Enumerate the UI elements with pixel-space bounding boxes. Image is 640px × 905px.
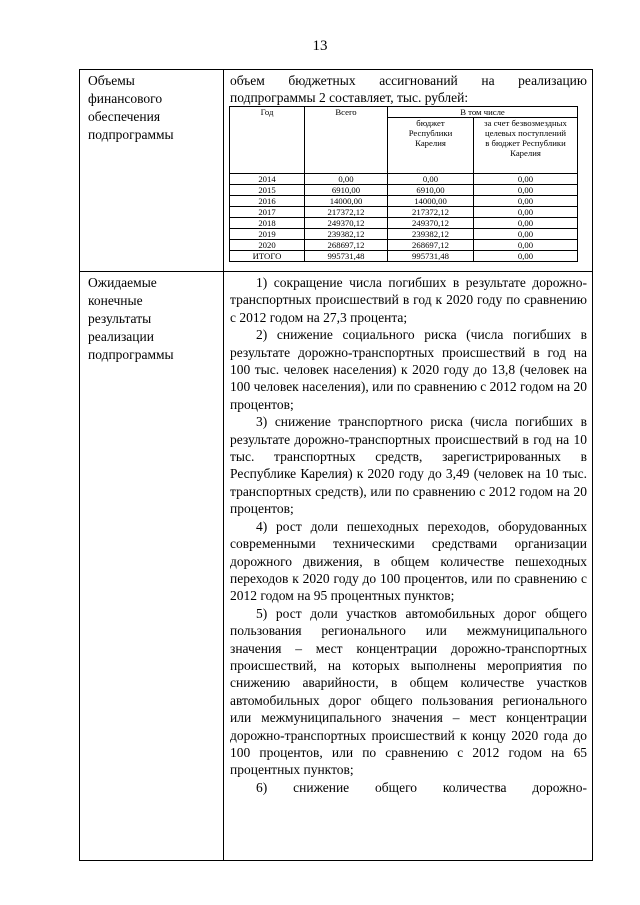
cell-total: 217372,12 xyxy=(305,207,388,218)
results-label xyxy=(88,274,223,364)
cell-budget-rk: 239382,12 xyxy=(388,229,474,240)
header-line: за счет безвозмездных xyxy=(484,118,567,128)
financing-label-line: Объемы xyxy=(88,73,135,88)
header-including: В том числе xyxy=(388,107,578,118)
table-row xyxy=(230,174,578,185)
financing-intro: объем бюджетных ассигнований на реализацию подпрограммы 2 составляет, тыс. рублей: xyxy=(230,73,587,105)
cell-total: 268697,12 xyxy=(305,240,388,251)
result-paragraph: 3) снижение транспортного риска (числа погибших в результате дорожно-транспортных происшествий в год на 10 тыс. транспортных средств, зарегистрированных в Республике Карелия) к 2020 году до 3,49 (человек на 10 тыс. транспортных средств), или по сравнению с 2012 годом на 20 процентов; xyxy=(230,414,587,517)
header-line: целевых поступлений xyxy=(484,128,567,138)
result-paragraph: 5) рост доли участков автомобильных дорог общего пользования регионального или межмуниципального значения – мест концентрации дорожно-транспортных происшествий, на которых выполнены мероприятия по снижению аварийности, в общем количестве участков автомобильных дорог общего пользования регионального или межмуниципального значения – мест концентрации дорожно-транспортных происшествий к концу 2020 года до 100 процентов, или по сравнению с 2012 годом на 65 процентных пунктов; xyxy=(230,605,587,778)
results-label-line: конечные xyxy=(88,293,143,308)
cell-budget-rk: 217372,12 xyxy=(388,207,474,218)
header-line: в бюджет Республики xyxy=(485,138,566,148)
results-label-line: реализации xyxy=(88,329,154,344)
cell-year: 2017 xyxy=(230,207,305,218)
budget-table xyxy=(229,106,578,262)
table-border-right xyxy=(592,69,593,861)
cell-grants: 0,00 xyxy=(474,207,578,218)
cell-year: ИТОГО xyxy=(230,251,305,262)
page-number: 13 xyxy=(312,38,328,54)
header-total: Всего xyxy=(305,107,388,174)
results-label-line: результаты xyxy=(88,311,152,326)
result-paragraph: 1) сокращение числа погибших в результате дорожно-транспортных происшествий в год к 2020 году по сравнению с 2012 годом на 27,3 процента; xyxy=(230,275,587,325)
results-content xyxy=(230,274,587,796)
result-paragraph: 2) снижение социального риска (числа погибших в результате дорожно-транспортных происшествий в год на 100 тыс. человек населения) к 2020 году до 13,8 (человек на 100 человек населения), или по сравнению с 2012 годом на 20 процентов; xyxy=(230,327,587,412)
result-paragraph: 4) рост доли пешеходных переходов, оборудованных современными техническими средствами организации дорожного движения, в общем количестве пешеходных переходов к 2020 году до 100 процентов, или по сравнению с 2012 годом на 95 процентных пунктов; xyxy=(230,518,587,604)
row-divider xyxy=(79,271,593,272)
cell-grants: 0,00 xyxy=(474,174,578,185)
financing-label-line: подпрограммы xyxy=(88,127,174,142)
column-divider xyxy=(223,69,224,861)
header-line: Республики xyxy=(408,128,453,138)
header-grants xyxy=(474,118,578,174)
cell-year: 2020 xyxy=(230,240,305,251)
cell-grants: 0,00 xyxy=(474,240,578,251)
table-border-left xyxy=(79,69,80,861)
cell-year: 2015 xyxy=(230,185,305,196)
results-label-line: подпрограммы xyxy=(88,347,174,362)
table-row xyxy=(230,185,578,196)
results-label-line: Ожидаемые xyxy=(88,275,157,290)
cell-total: 14000,00 xyxy=(305,196,388,207)
cell-budget-rk: 995731,48 xyxy=(388,251,474,262)
cell-year: 2018 xyxy=(230,218,305,229)
cell-total: 239382,12 xyxy=(305,229,388,240)
financing-label xyxy=(88,72,223,144)
cell-budget-rk: 249370,12 xyxy=(388,218,474,229)
header-year: Год xyxy=(230,107,305,174)
table-border-top xyxy=(79,69,593,70)
cell-total: 995731,48 xyxy=(305,251,388,262)
cell-total: 249370,12 xyxy=(305,218,388,229)
cell-year: 2014 xyxy=(230,174,305,185)
financing-label-line: обеспечения xyxy=(88,109,161,124)
header-line: Карелия xyxy=(510,148,541,158)
table-row xyxy=(230,229,578,240)
cell-year: 2019 xyxy=(230,229,305,240)
header-line: бюджет xyxy=(416,118,445,128)
cell-budget-rk: 268697,12 xyxy=(388,240,474,251)
cell-budget-rk: 6910,00 xyxy=(388,185,474,196)
cell-grants: 0,00 xyxy=(474,229,578,240)
table-row xyxy=(230,196,578,207)
cell-total: 0,00 xyxy=(305,174,388,185)
table-row xyxy=(230,240,578,251)
header-line: Карелия xyxy=(415,138,446,148)
cell-year: 2016 xyxy=(230,196,305,207)
table-border-bottom xyxy=(79,860,593,861)
cell-grants: 0,00 xyxy=(474,196,578,207)
financing-label-line: финансового xyxy=(88,91,163,106)
cell-grants: 0,00 xyxy=(474,185,578,196)
cell-grants: 0,00 xyxy=(474,251,578,262)
cell-budget-rk: 14000,00 xyxy=(388,196,474,207)
table-row xyxy=(230,207,578,218)
table-row-total xyxy=(230,251,578,262)
result-paragraph: 6) снижение общего количества дорожно- xyxy=(256,779,587,795)
cell-budget-rk: 0,00 xyxy=(388,174,474,185)
table-row xyxy=(230,218,578,229)
header-budget-rk xyxy=(388,118,474,174)
cell-total: 6910,00 xyxy=(305,185,388,196)
cell-grants: 0,00 xyxy=(474,218,578,229)
